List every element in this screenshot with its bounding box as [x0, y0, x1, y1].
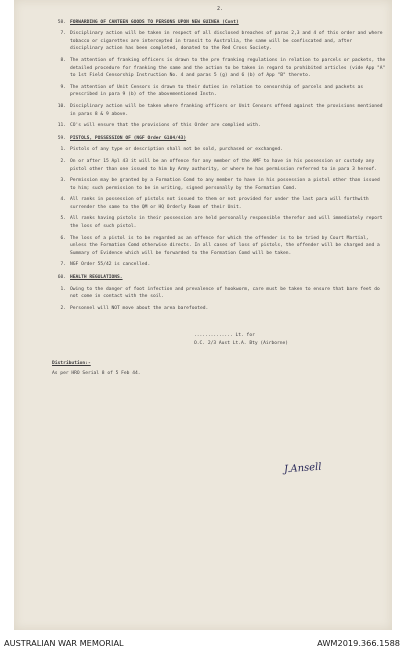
- paragraph-text: All ranks in possession of pistols not issued to them or not provided for under the last para will forthwith surrender the same to the QM or HQ Orderly Room of their Unit.: [70, 197, 369, 210]
- paragraph-number: 2.: [60, 305, 66, 311]
- paragraph: [52, 57, 388, 80]
- section-number: 58.: [57, 19, 66, 25]
- paragraph: [52, 261, 388, 269]
- paragraph: [52, 84, 388, 99]
- signature-title: O.C. 2/3 Aust Lt.A. Bty (Airborne): [194, 341, 289, 346]
- section-number: 60.: [57, 275, 66, 281]
- paragraph-number: 9.: [60, 84, 66, 90]
- signature-block: [52, 332, 388, 347]
- distribution-title: Distribution:-: [52, 360, 91, 366]
- paragraph-text: On or after 15 Apl 43 it will be an offence for any member of the AMF to have in his possession or custody any pistol other than one issued to him by Army authority, or where he has permission referred to in para 3 hereof.: [70, 158, 377, 172]
- paragraph-text: The loss of a pistol is to be regarded as an offence for which the offender is to be tried by Court Martial, unless the Formation Comd otherwise directs. In all cases of loss of pistols, the offender will be charged and a Summary of Evidence which will be forwarded to the Formation Comd will be taken.: [70, 235, 380, 256]
- paragraph-text: Pistols of any type or description shall not be sold, purchased or exchanged.: [70, 147, 283, 153]
- paragraph: [52, 158, 388, 173]
- paragraph: [52, 215, 388, 230]
- paragraph-text: Disciplinary action will be taken where franking officers or Unit Censors offend against the provisions mentioned in paras 8 & 9 above.: [70, 103, 383, 117]
- paragraph: [52, 305, 388, 313]
- section-60: [52, 274, 388, 312]
- section-number: 59.: [57, 135, 66, 141]
- section-title: HEALTH REGULATIONS.: [70, 275, 123, 281]
- section-heading: [52, 135, 388, 143]
- paragraph: [52, 177, 388, 192]
- paragraph-text: Personnel will NOT move about the area barefooted.: [70, 305, 209, 311]
- paragraph: [52, 30, 388, 53]
- paragraph-text: The attention of Unit Censors is drawn to their duties in relation to censorship of parcels and packets as prescribed in para 9 (b) of the abovementioned Instn.: [70, 84, 364, 98]
- signature-line: .............. Lt. for: [194, 333, 255, 339]
- paragraph-number: 11.: [57, 123, 66, 129]
- distribution-text: As per HRO Serial 8 of 5 Feb 44.: [52, 371, 141, 377]
- document-body: [52, 6, 388, 378]
- paragraph-text: NGF Order 55/42 is cancelled.: [70, 262, 151, 268]
- paragraph: [52, 103, 388, 118]
- paragraph: [52, 286, 388, 301]
- paragraph-number: 7.: [60, 262, 66, 268]
- paragraph-text: Owing to the danger of foot infection and prevalence of hookworm, care must be taken to ensure that bare feet do not come in contact with the soil.: [70, 286, 380, 300]
- section-59: [52, 135, 388, 269]
- paragraph-text: CO's will ensure that the provisions of this Order are complied with.: [70, 123, 261, 129]
- paragraph-number: 1.: [60, 147, 66, 153]
- footer-accession-number: AWM2019.366.1588: [317, 638, 400, 648]
- paragraph: [52, 235, 388, 258]
- paragraph-number: 4.: [60, 197, 66, 203]
- section-58: [52, 19, 388, 130]
- section-title: FORWARDING OF CANTEEN GOODS TO PERSONS UPON NEW GUINEA (Cont): [70, 19, 239, 25]
- paragraph-number: 6.: [60, 235, 66, 241]
- footer-institution: AUSTRALIAN WAR MEMORIAL: [4, 638, 124, 648]
- section-heading: [52, 19, 388, 27]
- paragraph-number: 7.: [60, 31, 66, 37]
- paragraph-number: 3.: [60, 178, 66, 184]
- paragraph-number: 2.: [60, 158, 66, 164]
- section-title: PISTOLS, POSSESSION OF (NGF Order G104/43): [70, 135, 187, 141]
- paragraph-number: 10.: [57, 103, 66, 109]
- paragraph-number: 8.: [60, 57, 66, 63]
- page-number: 2.: [216, 6, 224, 12]
- image-footer: [0, 633, 406, 653]
- paragraph-text: Disciplinary action will be taken in respect of all disclosed breaches of paras 2,3 and 4 of this order and where tobacco or cigarettes are intercepted in transit to Australia, the same will be confiscated and, after disciplinary action has been completed, donated to the Red Cross Society.: [70, 31, 383, 52]
- paragraph-number: 1.: [60, 286, 66, 292]
- section-heading: [52, 274, 388, 282]
- handwritten-signature: J.Ansell: [283, 461, 322, 476]
- document-page: [14, 0, 392, 630]
- paragraph-number: 5.: [60, 216, 66, 222]
- paragraph-text: All ranks having pistols in their possession are held personally responsible therefor and will immediately report the loss of such pistol.: [70, 216, 383, 230]
- paragraph-text: Permission may be granted by a Formation Comd to any member to have in his possession a pistol other than issued to him; such permission to be in writing, signed personally by the Formation Comd.: [70, 178, 380, 191]
- paragraph: [52, 122, 388, 130]
- paragraph: [52, 146, 388, 154]
- paragraph: [52, 196, 388, 211]
- paragraph-text: The attention of franking officers is drawn to the pre franking regulations in relation to parcels or packets, the detailed procedure for franking the same and the action to be taken in regard to prohibited articles (vide App "A" to 1st Field Censorship Instruction No. 4 and paras 5 (g) and 6 (b) of App "B" thereto.: [70, 57, 386, 79]
